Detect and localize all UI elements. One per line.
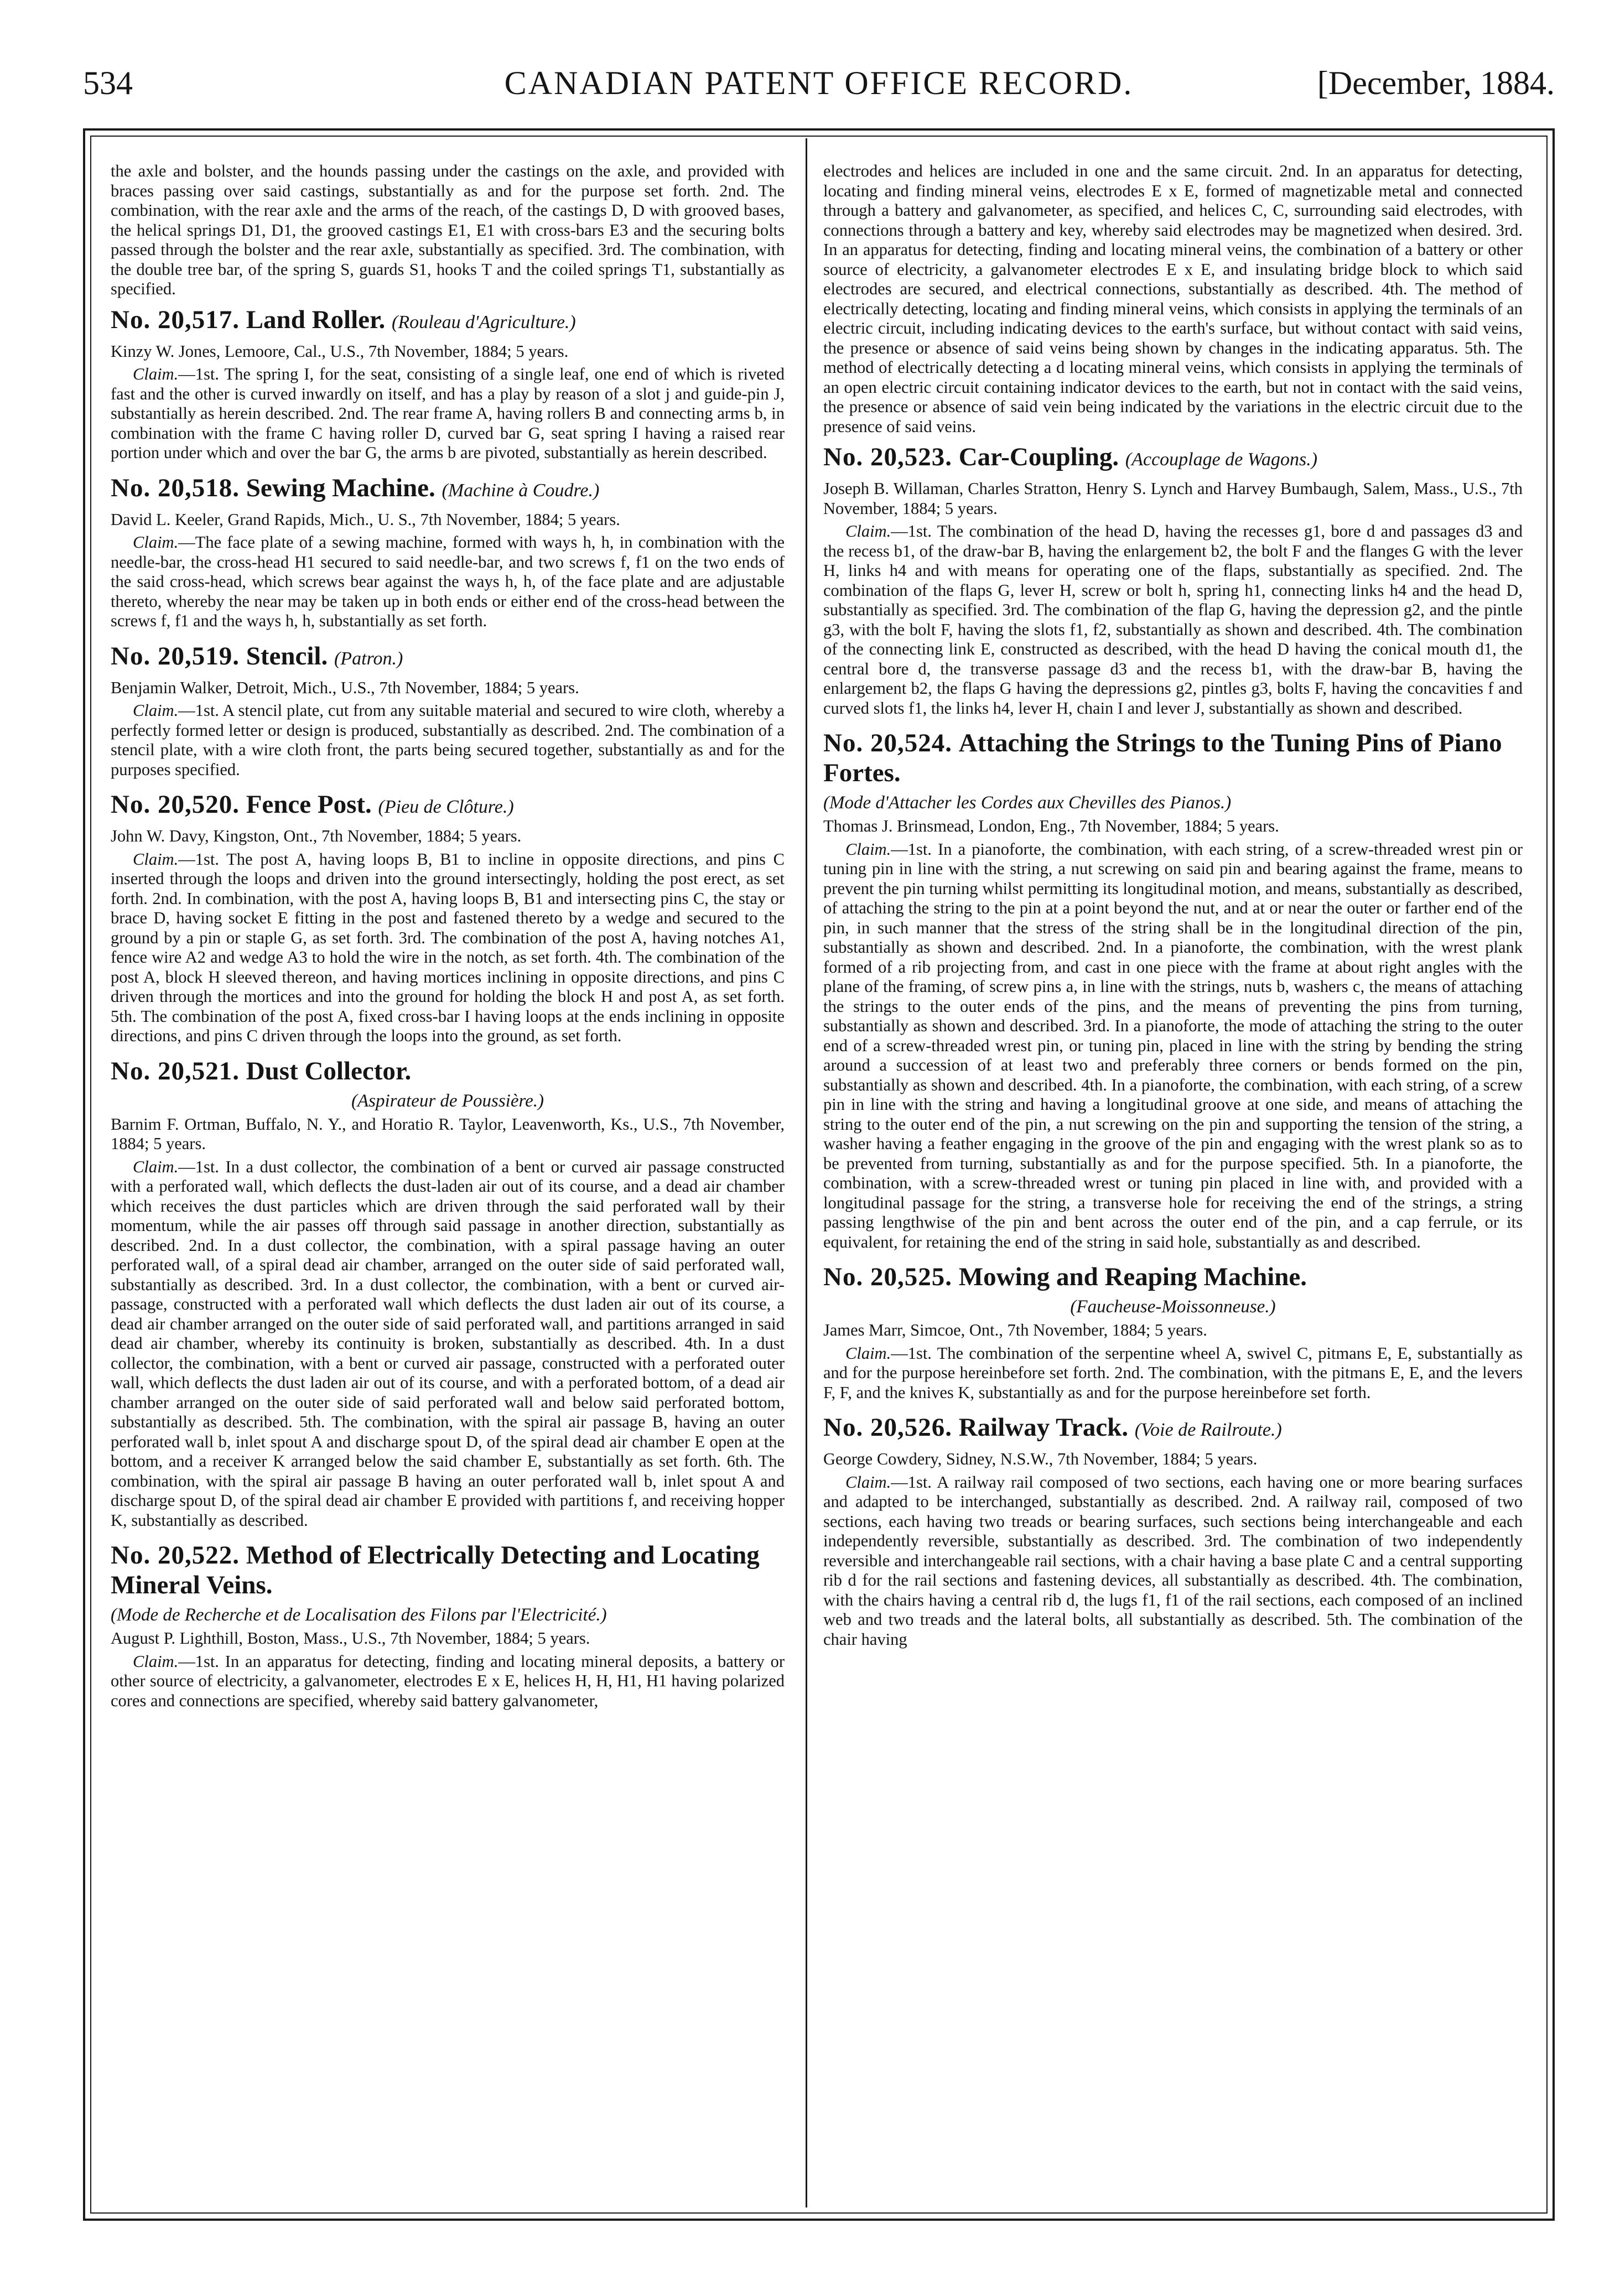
claim-label: Claim. [845,839,891,859]
entry-heading [823,442,1523,475]
entry-heading [823,1262,1523,1292]
entry-name: Sewing Machine. [246,473,435,502]
claim-label: Claim. [133,533,179,552]
patent-entry-20517 [111,305,785,463]
entry-claim [111,850,785,1046]
entry-heading [111,641,785,674]
claim-text: —1st. The combination of the head D, having the recesses g1, bore d and passages d3 and the recess b1, of the draw-bar B, having the enlargement b2, the bolt F and the flanges G with the lever H, links h4 and with means for operating one of the flaps, substantially as specified. 2nd. The combination of the flaps G, lever H, screw or bolt h, spring h1, connecting links h4 and the head D, substantially as specified. 3rd. The combination of the flap G, having the depression g2, and the pintle g3, with the bolt F, having the slots f1, f2, substantially as shown and described. 4th. The combination of the connecting link E, constructed as described, with the head D having the conical mouth d1, the central bore d, the transverse passage d3 and the recess b1, with the draw-bar B, having the enlargement b2, the flaps G having the depressions g2, pintles g3, bolts F, having the concavities f and curved slots f1, the links h4, lever H, chain I and lever J, substantially as shown and described. [823,522,1523,718]
entry-claim [111,1157,785,1531]
entry-patentee: George Cowdery, Sidney, N.S.W., 7th November, 1884; 5 years. [823,1450,1258,1468]
left-column [111,162,785,2203]
entry-french-title: (Mode d'Attacher les Cordes aux Chevilles des Pianos.) [823,793,1232,813]
page-header [83,58,1555,108]
right-column [823,162,1523,2203]
patent-entry-20524 [823,728,1523,1252]
claim-text: —1st. A railway rail composed of two sections, each having one or more bearing surfaces and adapted to be interchanged, substantially as described. 2nd. A railway rail, composed of two sections, each having two treads or bearing surfaces, such sections being interchangeable and each independently reversible, substantially as described. 3rd. The combination of two independently reversible and interchangeable rail sections, with a chair having a base plate C and a central supporting rib d for the rail sections and fastening devices, all substantially as described. 4th. The combination, with the chairs having a central rib d, the lugs f1, f1 of the rail sections, each composed of an inclined web and two treads and the lateral bolts, all substantially as described. 5th. The combination of the chair having [823,1472,1523,1649]
entry-name: Fence Post. [246,790,372,819]
entry-number: No. 20,524. [823,729,952,757]
publication-title: CANADIAN PATENT OFFICE RECORD. [504,65,1134,101]
claim-text: —1st. In a pianoforte, the combination, with each string, of a screw-threaded wrest pin or tuning pin in line with the string, a nut screwing on said pin and bearing against the frame, means to prevent the pin turning whilst permitting its longitudinal motion, and means, substantially as described, of attaching the string to the pin at a point beyond the nut, and at or near the outer or farther end of the pin, in such manner that the stress of the string shall be in the longitudinal direction of the pin, substantially as shown and described. 2nd. In a pianoforte, the combination, with the wrest plank formed of a rib projecting from, and cast in one piece with the frame at about right angles with the plane of the framing, of screw pins a, in line with the strings, nuts b, washers c, the means of attaching the strings to the outer ends of the pins, and the means of preventing the pins from turning, substantially as shown and described. 3rd. In a pianoforte, the mode of attaching the string to the outer end of a screw-threaded wrest pin, or tuning pin, placed in line with the string by bending the string around a succession of at least two and preferably three corners or bends formed on the pin, substantially as shown and described. 4th. In a pianoforte, the combination, with each string, of a screw pin in line with the string and having a longitudinal groove at one side, and means of attaching the string to the outer end of the pin, a nut screwing on the pin and supporting the tension of the string, a washer having a feather engaging in the groove of the pin and engaging with the wrest plank so as to be prevented from turning, substantially as and for the purpose specified. 5th. In a pianoforte, the combination, with a screw-threaded wrest or tuning pin placed in line with, and provided with a longitudinal passage for the string, a transverse hole for receiving the end of the strings, a string passing lengthwise of the pin and bent across the outer end of the pin, and a cap ferrule, or its equivalent, for retaining the end of the string in said hole, substantially as and described. [823,839,1523,1251]
entry-french-title: (Voie de Railroute.) [1134,1420,1282,1440]
patent-entry-20525 [823,1262,1523,1402]
entry-claim [823,522,1523,718]
entry-patentee: David L. Keeler, Grand Rapids, Mich., U. S., 7th November, 1884; 5 years. [111,510,620,529]
entry-patentee: Kinzy W. Jones, Lemoore, Cal., U.S., 7th November, 1884; 5 years. [111,341,569,361]
entry-heading [111,789,785,822]
patent-entry-20518 [111,473,785,631]
entry-patentee: Thomas J. Brinsmead, London, Eng., 7th November, 1884; 5 years. [823,817,1279,835]
entry-claim [111,533,785,631]
claim-label: Claim. [845,522,891,541]
patent-entry-20523 [823,442,1523,718]
entry-heading [111,1056,785,1086]
entry-name: Railway Track. [958,1413,1129,1442]
entry-claim [111,1652,785,1711]
entry-french-title: (Mode de Recherche et de Localisation des Filons par l'Electricité.) [111,1605,607,1625]
issue-date: [December, 1884. [1317,65,1555,101]
entry-number: No. 20,518. [111,473,240,502]
page-number: 534 [83,65,133,101]
entry-name: Land Roller. [246,305,386,334]
claim-text: —1st. The post A, having loops B, B1 to incline in opposite directions, and pins C inserted through the loops and driven into the ground intersectingly, holding the post erect, as set forth. 2nd. In combination, with the post A, having loops B, B1 and intersecting pins C, the stay or brace D, having socket E fitting in the post and fastened thereto by a wedge and secured to the ground by a pin or staple G, as set forth. 3rd. The combination of the post A, having notches A1, fence wire A2 and wedge A3 to hold the wire in the notch, as set forth. 4th. The combination of the post A, block H sleeved thereon, and having mortices inclining in opposite directions, and pins C driven through the mortices and into the ground for holding the block H and post A, as set forth. 5th. The combination of the post A, fixed cross-bar I having loops at the ends inclining in opposite directions, and pins C driven through the loops into the ground, as set forth. [111,849,785,1045]
entry-heading [111,473,785,506]
entry-patentee: John W. Davy, Kingston, Ont., 7th November, 1884; 5 years. [111,827,522,845]
entry-claim [823,1344,1523,1403]
entry-heading [111,305,785,337]
entry-patentee: Benjamin Walker, Detroit, Mich., U.S., 7th November, 1884; 5 years. [111,678,579,697]
patent-entry-20522 [111,1540,785,1711]
entry-name: Car-Coupling. [958,443,1119,471]
entry-number: No. 20,526. [823,1413,952,1442]
entry-number: No. 20,517. [111,305,240,334]
entry-heading [823,728,1523,788]
entry-claim [823,840,1523,1253]
entry-french-title: (Accouplage de Wagons.) [1125,449,1318,470]
entry-number: No. 20,520. [111,790,240,819]
claim-label: Claim. [845,1472,891,1492]
continued-text: the axle and bolster, and the hounds passing under the castings on the axle, and provided with braces passing over said castings, substantially as and for the purpose set forth. 2nd. The combination, with the rear axle and the arms of the reach, of the castings D, D with grooved bases, the helical springs D1, D1, the grooved castings E1, E1 with cross-bars E3 and the securing bolts passed through the bolster and the rear axle, substantially as specified. 3rd. The combination, with the double tree bar, of the spring S, guards S1, hooks T and the coiled springs T1, substantially as specified. [111,162,785,298]
entry-french-title: (Machine à Coudre.) [442,480,600,501]
continued-text: electrodes and helices are included in one and the same circuit. 2nd. In an apparatus for detecting, locating and finding mineral veins, electrodes E x E, formed of magnetizable metal and connected through a battery and galvanometer, as specified, and helices C, C, surrounding said electrodes, with connections through a battery and key, whereby said electrodes may be magnetized when desired. 3rd. In an apparatus for detecting, finding and locating mineral veins, the combination of a battery or other source of electricity, a galvanometer electrodes E x E, and insulating bridge block to which said electrodes are secured, and electrical connections, substantially as described. 4th. The method of electrically detecting, locating and finding mineral veins, which consists in applying the terminals of an electric circuit, including indicating devices to the earth's surface, but without contact with said veins, the presence or absence of said veins being shown by changes in the indicating apparatus. 5th. The method of electrically detecting a d locating mineral veins, which consists in applying the terminals of an open electric circuit containing indicator devices to the earth, but not in contact with the said veins, the presence or absence of said vein being indicated by the variations in the electric circuit due to the presence of said veins. [823,162,1523,436]
entry-patentee: James Marr, Simcoe, Ont., 7th November, 1884; 5 years. [823,1321,1207,1339]
claim-label: Claim. [133,1651,179,1671]
entry-heading [823,1412,1523,1445]
claim-text: —1st. A stencil plate, cut from any suitable material and secured to wire cloth, whereby a perfectly formed letter or design is produced, substantially as described. 2nd. The combination of a stencil plate, with a wire cloth front, the parts being secured together, substantially as and for the purposes specified. [111,701,785,779]
entry-name: Attaching the Strings to the Tuning Pins of Piano Fortes. [823,729,1502,787]
entry-french-title: (Pieu de Clôture.) [378,797,514,817]
entry-name: Stencil. [246,641,328,671]
entry-patentee: Joseph B. Willaman, Charles Stratton, Henry S. Lynch and Harvey Bumbaugh, Salem, Mass., U.S., 7th November, 1884; 5 years. [823,479,1523,518]
entry-french-title: (Rouleau d'Agriculture.) [392,311,576,333]
claim-text: —1st. The spring I, for the seat, consisting of a single leaf, one end of which is riveted fast and the other is curved inwardly on itself, and has a play by reason of a slot j and guide-pin J, substantially as herein described. 2nd. The rear frame A, having rollers B and connecting arms b, in combination with the frame C having roller D, curved bar G, seat spring I having a raised rear portion under which and over the bar G, the arms b are pivoted, substantially as herein described. [111,365,785,462]
entry-claim [111,365,785,463]
entry-number: No. 20,525. [823,1263,952,1291]
patent-entry-20519 [111,641,785,780]
claim-text: —1st. In an apparatus for detecting, finding and locating mineral deposits, a battery or other source of electricity, a galvanometer, electrodes E x E, helices H, H, H1, H1 having polarized cores and connections are specified, whereby said battery galvanometer, [111,1651,785,1710]
entry-patentee: Barnim F. Ortman, Buffalo, N. Y., and Horatio R. Taylor, Leavenworth, Ks., U.S., 7th November, 1884; 5 years. [111,1114,785,1153]
entry-french-title: (Faucheuse-Moissonneuse.) [1070,1297,1276,1317]
patent-entry-20521 [111,1056,785,1531]
claim-label: Claim. [133,365,179,383]
entry-number: No. 20,522. [111,1541,240,1570]
entry-number: No. 20,521. [111,1056,240,1085]
entry-french-title: (Aspirateur de Poussière.) [351,1090,544,1111]
claim-label: Claim. [845,1343,891,1363]
entry-patentee: August P. Lighthill, Boston, Mass., U.S., 7th November, 1884; 5 years. [111,1629,590,1648]
entry-name: Method of Electrically Detecting and Locating Mineral Veins. [111,1541,760,1599]
entry-heading [111,1540,785,1600]
entry-name: Dust Collector. [246,1056,412,1085]
entry-claim [111,701,785,780]
patent-entry-20526 [823,1412,1523,1649]
entry-number: No. 20,523. [823,443,952,471]
patent-entry-20520 [111,789,785,1046]
entry-french-title: (Patron.) [334,648,403,669]
claim-text: —1st. In a dust collector, the combination of a bent or curved air passage constructed with a perforated wall, which deflects the dust-laden air out of its course, and a dead air chamber which receives the dust particles which are driven through the said perforated wall by their momentum, while the air passes off through said passage in another direction, substantially as described. 2nd. In a dust collector, the combination, with a spiral passage having an outer perforated wall, of a spiral dead air chamber, arranged on the outer side of said perforated wall, substantially as described. 3rd. In a dust collector, the combination, with a bent or curved air-passage, constructed with a perforated wall which deflects the dust laden air out of its course, a dead air chamber arranged on the outer side of said perforated wall, and partitions arranged in said dead air chamber, whereby its continuity is broken, substantially as described. 4th. In a dust collector, the combination, with a bent or curved air passage, constructed with a perforated outer wall, which deflects the dust laden air out of its course, and with a perforated bottom, of a dead air chamber arranged on the outer side of said perforated wall and below said perforated bottom, substantially as described. 5th. The combination, with the spiral air passage B, having an outer perforated wall b, inlet spout A and discharge spout D, of the spiral dead air chamber E open at the bottom, and a receiver K arranged below the said chamber E, substantially as set forth. 6th. The combination, with the spiral air passage B having an outer perforated wall b, inlet spout A and discharge spout D, of the spiral dead air chamber E provided with partitions f, and receiving hopper K, substantially as described. [111,1157,785,1530]
claim-label: Claim. [133,701,179,720]
claim-text: —The face plate of a sewing machine, formed with ways h, h, in combination with the needle-bar, the cross-head H1 secured to said needle-bar, and two screws f, f1 on the two ends of the said cross-head, which screws bear against the ways h, h, of the face plate and are adjustable thereto, whereby the near may be taken up in both ends or either end of the cross-head between the screws f, f1 and the ways h, h, substantially as set forth. [111,533,785,630]
claim-text: —1st. The combination of the serpentine wheel A, swivel C, pitmans E, E, substantially as and for the purpose hereinbefore set forth. 2nd. The combination, with the pitmans E, E, and the levers F, F, and the knives K, substantially as and for the purpose hereinbefore set forth. [823,1343,1523,1402]
column-divider [806,138,807,2207]
claim-label: Claim. [133,849,179,869]
entry-name: Mowing and Reaping Machine. [958,1263,1307,1291]
claim-label: Claim. [133,1157,179,1176]
entry-number: No. 20,519. [111,641,240,671]
entry-claim [823,1473,1523,1650]
